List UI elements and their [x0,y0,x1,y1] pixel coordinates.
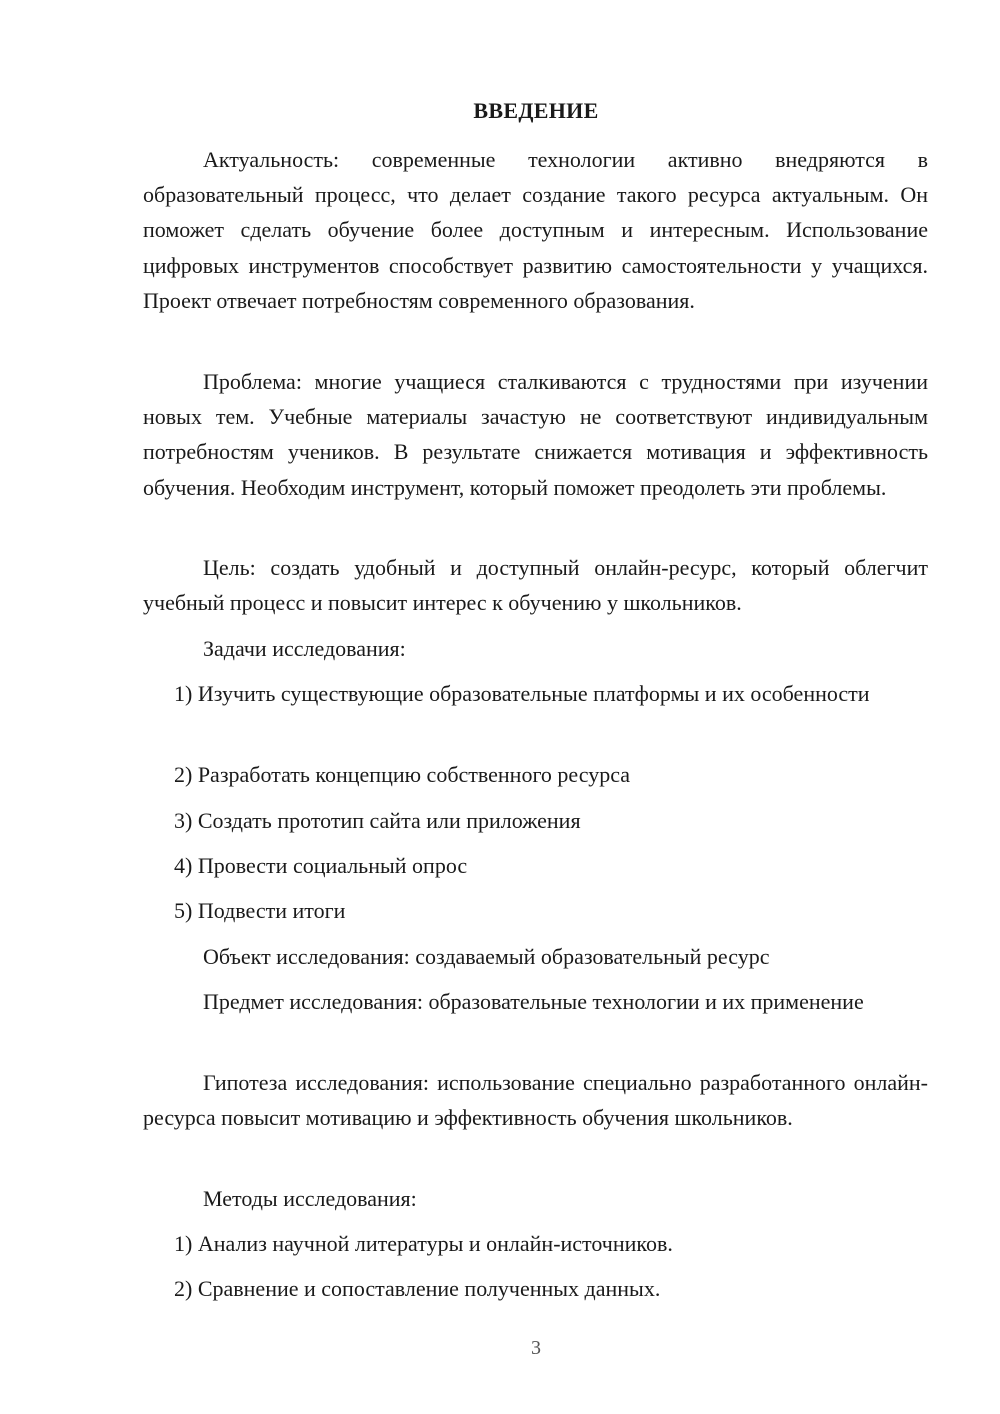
paragraph-methods-heading: Методы исследования: [203,1186,417,1211]
list-item-task-3: 3) Создать прототип сайта или приложения [174,808,581,833]
section-title: ВВЕДЕНИЕ [473,98,599,123]
paragraph-object: Объект исследования: создаваемый образовательный ресурс [203,944,770,969]
list-item-task-5: 5) Подвести итоги [174,898,346,923]
paragraph-problem: Проблема: многие учащиеся сталкиваются с трудностями при изучении новых тем. Учебные материалы зачастую не соответствуют индивидуальным потребностям учеников. В результате снижается мотивация и эффективность обучения. Необходим инструмент, который поможет преодолеть эти проблемы. [143,369,928,500]
paragraph-tasks-heading: Задачи исследования: [203,636,406,661]
page-number: 3 [531,1337,541,1359]
list-item-task-1: 1) Изучить существующие образовательные платформы и их особенности [174,681,870,706]
paragraph-goal: Цель: создать удобный и доступный онлайн-ресурс, который облегчит учебный процесс и повысит интерес к обучению у школьников. [143,555,928,616]
paragraph-hypothesis: Гипотеза исследования: использование специально разработанного онлайн-ресурса повысит мотивацию и эффективность обучения школьников. [143,1070,928,1131]
list-item-task-2: 2) Разработать концепцию собственного ресурса [174,762,631,787]
paragraph-subject: Предмет исследования: образовательные технологии и их применение [203,989,864,1014]
list-item-task-4: 4) Провести социальный опрос [174,853,468,878]
list-item-method-2: 2) Сравнение и сопоставление полученных данных. [174,1276,661,1301]
paragraph-relevance: Актуальность: современные технологии активно внедряются в образовательный процесс, что делает создание такого ресурса актуальным. Он поможет сделать обучение более доступным и интересным. Использование цифровых инструментов способствует развитию самостоятельности у учащихся. Проект отвечает потребностям современного образования. [143,147,928,313]
list-item-method-1: 1) Анализ научной литературы и онлайн-источников. [174,1231,673,1256]
